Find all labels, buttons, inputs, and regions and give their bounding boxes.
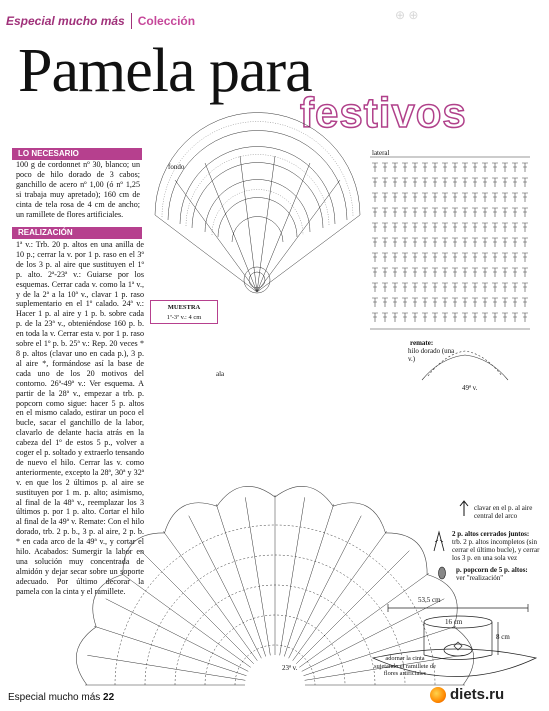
section-name: Especial mucho más: [6, 14, 125, 28]
legend-cluster-text: trb. 2 p. altos incompletos (sin cerrar el último bucle), y cerrar los 3 p. en una sola vez: [452, 538, 540, 562]
apple-icon: [430, 687, 446, 703]
legend-arrow-text: clavar en el p. al aire central del arco: [474, 504, 533, 520]
size-height: 8 cm: [496, 633, 510, 641]
page-title: Pamela para: [18, 37, 312, 105]
legend-popcorn-text: ver "realización": [456, 574, 504, 582]
label-lateral: lateral: [372, 149, 390, 157]
footer-section: Especial mucho más: [8, 692, 101, 703]
faint-stamp: ⊕ ⊕: [395, 8, 419, 22]
header-divider: [131, 13, 132, 29]
hat-note: adornar la cinta sujetando el ramillete de flores artificiales: [374, 655, 436, 677]
page-subtitle: festivos: [300, 89, 467, 136]
remate-detail: hilo dorado (una v.): [408, 347, 455, 363]
collection-name: Colección: [137, 14, 196, 28]
watermark-text: diets.ru: [450, 686, 505, 703]
fondo-diagram: [150, 160, 365, 295]
instructions-heading: REALIZACIÓN: [12, 227, 142, 239]
sample-title: MUESTRA: [167, 304, 201, 311]
arrow-symbol: [458, 500, 470, 516]
page-number: 22: [103, 692, 115, 703]
popcorn-symbol: [437, 566, 447, 580]
size-brim: 53,5 cm: [418, 596, 441, 604]
sample-size: 1ª-3ª v.: 4 cm: [166, 314, 202, 321]
label-remate: remate:: [410, 339, 434, 347]
lateral-diagram: [370, 157, 530, 332]
watermark: [430, 686, 504, 703]
cluster-symbol: [432, 530, 446, 552]
materials-heading: LO NECESARIO: [12, 148, 142, 160]
sample-box: [150, 300, 218, 324]
size-crown: 16 cm: [445, 618, 463, 626]
legend-cluster-title: 2 p. altos cerrados juntos:: [452, 530, 530, 538]
page-header: [6, 12, 195, 30]
materials-text: 100 g de cordonnet nº 30, blanco; un poco de hilo dorado de 3 cabos; ganchillo de acero nº 1,00 (ó nº 1,25 si trabaja muy apretado); 160 cm de cinta de tela rosa de 4 cm de ancho; un ramillete de flores artificiales.: [16, 160, 140, 219]
label-fondo: fondo: [168, 163, 185, 171]
label-row-23: 23ª v.: [282, 664, 298, 672]
instructions-text: 1ª v.: Trb. 20 p. altos en una anilla de 10 p.; cerrar la v. por 1 p. raso en el 3º de los 3 p. al aire que sustituyen el 1º p. alto. 2ª-23ª v.: Guiarse por los esquemas. Cerrar cada v. como la 1ª v., y de la 2ª a la 10ª v., clavar 1 p. raso suplementario en el 1º calado. 24ª v.: Hacer 1 p. al aire y 1 p. b. sobre cada p. de la 23ª v., obteniéndose 160 p. b. en toda la v. Cerrar esta v. por 1 p. raso sobre el 1º p. b. 25ª v.: Rep. 20 veces * 8 p. altos (clavar uno en cada p.), 3 p. al aire *, formándose así la base de cada uno de los 20 motivos del contorno. 26ª-49ª v.: Ver esquema. A partir de la 28ª v., empezar a trb. p. popcorn como sigue: hacer 5 p. altos en el mismo calado, estirar un poco el bucle, sacar el ganchillo de la labor, clavarlo de delante hacia atrás en la cabeza del 1º de estos 5 p., volver a coger el p. soltado y extraerlo tensando de nuevo el hilo. Cerrar las v. como anteriormente, excepto la 28ª, 30ª y 32ª v. en que los 2 últimos p. al aire se sustituyen por 1 m. p. alto; asimismo, al final de la 48ª v., reemplazar los 3 últimos p. por 1 p. alto. Cortar el hilo al final de la 49ª v. Remate: Con el hilo dorado, trb. 2 p. b., 3 p. al aire, 2 p. b. * en cada arco de la 49ª v., y cortar el hilo. Acabados: Sumergir la labor en una solución muy concentrada de almidón y dejar secar sobre un soporte adecuado. Por último decorar la pamela con la cinta y el ramillete.: [16, 240, 144, 596]
label-remate-row: 49ª v.: [462, 384, 478, 392]
label-ala: ala: [216, 370, 225, 378]
page-footer: [8, 692, 114, 703]
legend-popcorn-title: p. popcorn de 5 p. altos:: [456, 566, 528, 574]
